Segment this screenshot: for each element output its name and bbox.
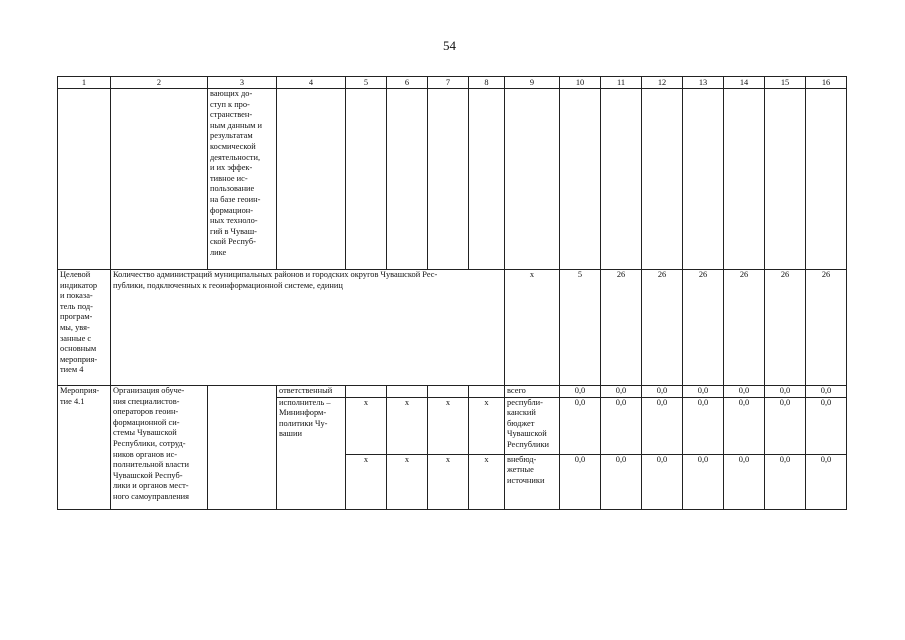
indicator-value: 5 [560,270,601,386]
indicator-label: Целевой индикатор и показа- тель под- програм- мы, увя- занные с основным мероприя- тием 4 [58,270,111,386]
funding-value: 0,0 [560,454,601,509]
column-number: 5 [346,77,387,89]
column-number: 7 [428,77,469,89]
funding-value: 0,0 [601,386,642,398]
funding-value: 0,0 [724,386,765,398]
indicator-value: 26 [601,270,642,386]
indicator-value: 26 [765,270,806,386]
column-number: 12 [642,77,683,89]
table-cell [111,89,208,270]
table-cell [724,89,765,270]
funding-value: 0,0 [806,454,847,509]
page-number: 54 [443,38,456,53]
column-number: 3 [208,77,277,89]
funding-value: 0,0 [683,386,724,398]
table-cell [277,89,346,270]
funding-value: 0,0 [560,397,601,454]
table-cell [387,89,428,270]
funding-source: внебюд- жетные источники [505,454,560,509]
budget-code: x [346,454,387,509]
budget-code [387,386,428,398]
budget-code [346,386,387,398]
measure-description: Организация обуче- ния специалистов- операторов геоин- формационной си- стемы Чувашской Республики, сотруд- ников органов ис- полнительной власти Чувашской Респуб- лики и органов мест- ного самоуправления [111,386,208,510]
table-cell [469,89,505,270]
funding-value: 0,0 [765,454,806,509]
indicator-value: 26 [806,270,847,386]
table-cell [806,89,847,270]
executor-name: исполнитель – Мининформ- политики Чу- вашии [277,397,346,509]
budget-code [428,386,469,398]
table-cell [346,89,387,270]
budget-code: x [428,397,469,454]
column-number: 11 [601,77,642,89]
indicator-value: 26 [724,270,765,386]
funding-value: 0,0 [683,397,724,454]
measure-total-row [58,386,847,398]
table-cell [58,89,111,270]
budget-code [469,386,505,398]
column-number: 15 [765,77,806,89]
table-cell [765,89,806,270]
indicator-row [58,270,847,386]
budget-code: x [346,397,387,454]
budget-code: x [428,454,469,509]
funding-value: 0,0 [806,386,847,398]
column-number: 10 [560,77,601,89]
task-text-continued: вающих до- ступ к про- странствен- ным данным и результатам космической деятельности, и их эффек- тивное ис- пользование на базе геоин- формацион- ных техноло- гий в Чуваш- ской Респуб- лике [208,89,277,270]
funding-value: 0,0 [724,454,765,509]
table-cell [642,89,683,270]
continuation-row [58,89,847,270]
budget-code: x [387,454,428,509]
column-number: 9 [505,77,560,89]
column-number: 4 [277,77,346,89]
budget-code: x [469,454,505,509]
funding-value: 0,0 [765,386,806,398]
column-number: 1 [58,77,111,89]
funding-value: 0,0 [642,397,683,454]
indicator-value: 26 [683,270,724,386]
funding-value: 0,0 [601,397,642,454]
column-number: 6 [387,77,428,89]
program-table [57,76,847,510]
table-cell [560,89,601,270]
column-number-row [58,77,847,89]
table-cell [428,89,469,270]
funding-value: 0,0 [683,454,724,509]
column-number: 8 [469,77,505,89]
funding-value: 0,0 [560,386,601,398]
column-number: 2 [111,77,208,89]
indicator-value: 26 [642,270,683,386]
column-number: 16 [806,77,847,89]
funding-source: республи- канский бюджет Чувашской Республики [505,397,560,454]
column-number: 13 [683,77,724,89]
column-number: 14 [724,77,765,89]
measure-label: Мероприя- тие 4.1 [58,386,111,510]
funding-source: всего [505,386,560,398]
funding-value: 0,0 [642,386,683,398]
table-cell [208,386,277,510]
executor-label: ответственный [277,386,346,398]
indicator-description: Количество администраций муниципальных районов и городских округов Чувашской Рес- публики, подключенных к геоинформационной системе, единиц [111,270,505,386]
funding-value: 0,0 [642,454,683,509]
funding-value: 0,0 [601,454,642,509]
funding-value: 0,0 [806,397,847,454]
table-cell [683,89,724,270]
table-cell [601,89,642,270]
indicator-marker: x [505,270,560,386]
table-cell [505,89,560,270]
funding-value: 0,0 [724,397,765,454]
budget-code: x [469,397,505,454]
budget-code: x [387,397,428,454]
funding-value: 0,0 [765,397,806,454]
